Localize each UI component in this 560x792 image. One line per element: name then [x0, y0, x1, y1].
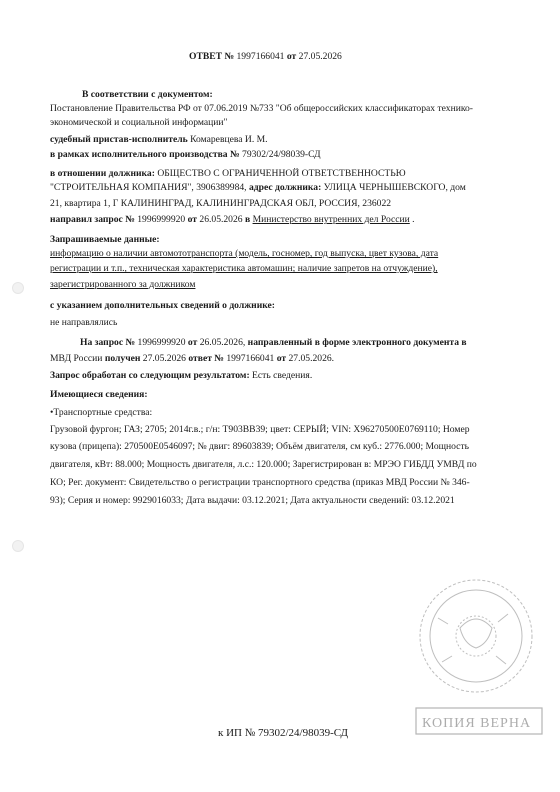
- vehicles-heading: •Транспортные средства:: [50, 407, 153, 418]
- header-prefix: ОТВЕТ №: [189, 51, 235, 62]
- debtor-address-line: 21, квартира 1, Г КАЛИНИНГРАД, КАЛИНИНГРАДСКАЯ ОБЛ, РОССИЯ, 236022: [50, 198, 392, 209]
- debtor-line: в отношении должника: ОБЩЕСТВО С ОГРАНИЧЕННОЙ ОТВЕТСТВЕННОСТЬЮ: [50, 168, 406, 179]
- available-info-heading: Имеющиеся сведения:: [50, 389, 148, 400]
- requested-data-heading: Запрашиваемые данные:: [50, 234, 160, 245]
- response-line: МВД России получен 27.05.2026 ответ № 1997166041 от 27.05.2026.: [50, 353, 335, 364]
- response-line: На запрос № 1996999920 от 26.05.2026, направленный в форме электронного документа в: [80, 337, 467, 348]
- requested-data-line: информацию о наличии автомототранспорта (модель, госномер, год выпуска, цвет кузова, дата: [50, 248, 439, 259]
- additional-info-value: не направлялись: [50, 317, 118, 328]
- vehicle-details-line: Грузовой фургон; ГАЗ; 2705; 2014г.в.; г/н: Т903ВВ39; цвет: СЕРЫЙ; VIN: X96270500E0769110; Номер: [50, 424, 470, 435]
- svg-text:КОПИЯ ВЕРНА: КОПИЯ ВЕРНА: [422, 716, 532, 731]
- request-line: направил запрос № 1996999920 от 26.05.2026 в Министерство внутренних дел России .: [50, 214, 415, 225]
- additional-info-heading: с указанием дополнительных сведений о должнике:: [50, 300, 275, 311]
- requested-data-line: регистрации и т.п., техническая характеристика автомашин; наличие запретов на отчуждение),: [50, 263, 438, 274]
- vehicle-details-line: двигателя, кВт: 88.000; Мощность двигателя, л.с.: 120.000; Зарегистрирован в: МРЭО ГИБДД УМВД по: [50, 459, 477, 470]
- proceedings-line: в рамках исполнительного производства № 79302/24/98039-СД: [50, 149, 321, 160]
- footer-reference: к ИП № 79302/24/98039-СД: [218, 727, 349, 739]
- punch-hole: [12, 282, 24, 294]
- ministry-link: Министерство внутренних дел России: [252, 214, 410, 225]
- vehicle-details-line: кузова (прицепа): 270500E0546097; № двиг: 89603839; Объём двигателя, см куб.: 2776.000; Мощность: [50, 441, 470, 452]
- header-number: 1997166041: [234, 51, 287, 62]
- vehicle-details-line: КО; Рег. документ: Свидетельство о регистрации транспортного средства (приказ МВД России № 346-: [50, 477, 470, 488]
- document-header: [189, 50, 342, 63]
- result-line: Запрос обработан со следующим результатом: Есть сведения.: [50, 370, 313, 381]
- basis-text-line: экономической и социальной информации": [50, 117, 228, 128]
- header-date: 27.05.2026: [296, 51, 342, 62]
- copy-certified-stamp: [398, 578, 548, 748]
- requested-data-line: зарегистрированного за должником: [50, 279, 196, 290]
- debtor-line: "СТРОИТЕЛЬНАЯ КОМПАНИЯ", 3906389984, адрес должника: УЛИЦА ЧЕРНЫШЕВСКОГО, дом: [50, 182, 466, 193]
- header-from: от: [286, 51, 297, 62]
- vehicle-details-line: 93); Серия и номер: 9929016033; Дата выдачи: 03.12.2021; Дата актуальности сведений: 03.12.2021: [50, 495, 455, 506]
- basis-heading: В соответствии с документом:: [82, 89, 213, 100]
- punch-hole: [12, 540, 24, 552]
- bailiff-line: судебный пристав-исполнитель Комаревцева И. М.: [50, 134, 268, 145]
- basis-text-line: Постановление Правительства РФ от 07.06.2019 №733 "Об общероссийских классификаторах технико-: [50, 103, 474, 114]
